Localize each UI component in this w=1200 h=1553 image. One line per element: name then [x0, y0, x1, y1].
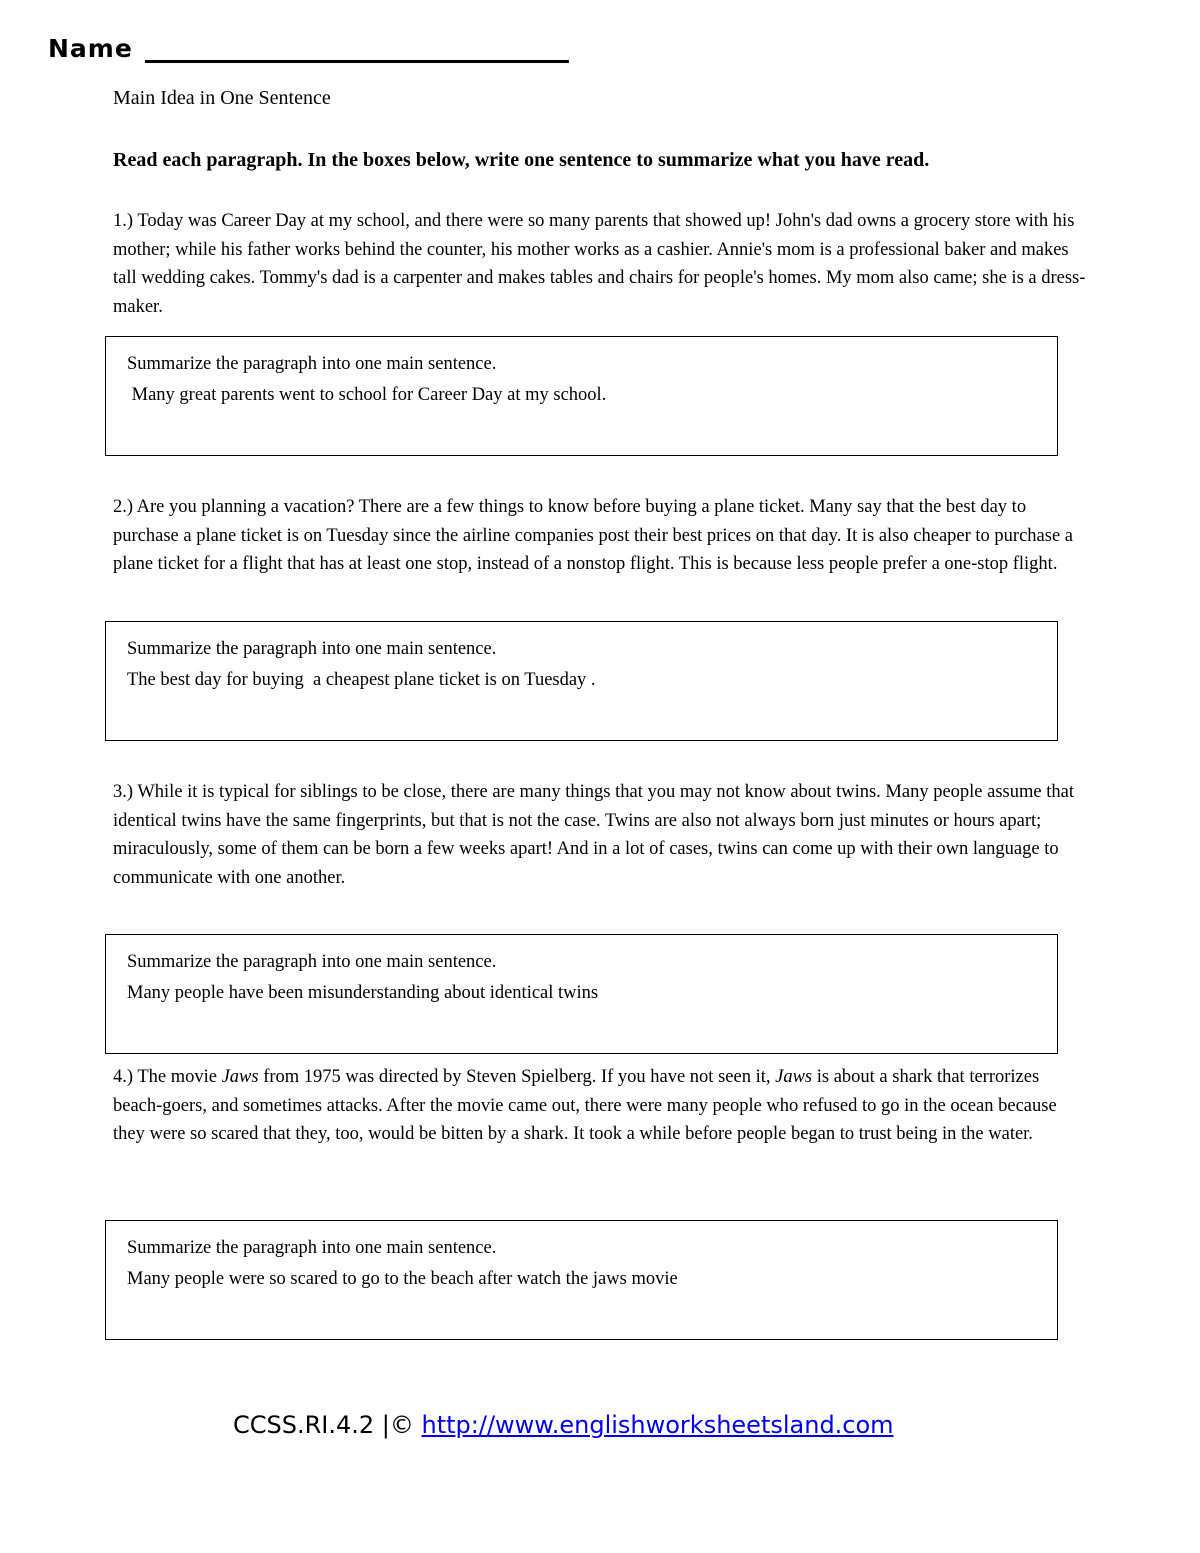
passage-4-prefix: 4.) The movie [113, 1067, 222, 1087]
footer-website-link[interactable]: http://www.englishworksheetsland.com [421, 1411, 894, 1439]
summary-prompt-2: Summarize the paragraph into one main sentence. [127, 639, 497, 659]
summary-answer-2[interactable]: The best day for buying a cheapest plane ticket is on Tuesday . [127, 670, 596, 690]
summary-prompt-3: Summarize the paragraph into one main sentence. [127, 952, 497, 972]
name-field-row [48, 30, 569, 63]
footer-credit [233, 1411, 894, 1439]
passage-3: 3.) While it is typical for siblings to be close, there are many things that you may not know about twins. Many people assume that identical twins have the same fingerprints, but that is not the case. Twins are also not always born just minutes or hours apart; miraculously, some of them can be born a few weeks apart! And in a lot of cases, twins can come up with their own language to communicate with one another. [113, 782, 1074, 889]
summary-box-2[interactable] [105, 621, 1058, 741]
passage-4-movie-title-1: Jaws [221, 1067, 259, 1087]
name-label: Name [48, 34, 133, 63]
footer-standard: CCSS.RI.4.2 |© [233, 1411, 422, 1439]
worksheet-instructions: Read each paragraph. In the boxes below, write one sentence to summarize what you have read. [113, 149, 930, 171]
summary-answer-3[interactable]: Many people have been misunderstanding about identical twins [127, 983, 599, 1003]
passage-4 [113, 1063, 1088, 1149]
summary-prompt-1: Summarize the paragraph into one main sentence. [127, 354, 497, 374]
name-blank-line[interactable] [145, 30, 569, 63]
passage-4-suffix: is about a shark that terrorizes beach-goers, and sometimes attacks. After the movie came out, there were many people who refused to go in the ocean because they were so scared that they, too, would be bitten by a shark. It took a while before people began to trust being in the water. [113, 1067, 1057, 1145]
passage-2: 2.) Are you planning a vacation? There are a few things to know before buying a plane ticket. Many say that the best day to purchase a plane ticket is on Tuesday since the airline companies post their best prices on that day. It is also cheaper to purchase a plane ticket for a flight that has at least one stop, instead of a nonstop flight. This is because less people prefer a one-stop flight. [113, 497, 1073, 575]
passage-1: 1.) Today was Career Day at my school, and there were so many parents that showed up! John's dad owns a grocery store with his mother; while his father works behind the counter, his mother works as a cashier. Annie's mom is a professional baker and makes tall wedding cakes. Tommy's dad is a carpenter and makes tables and chairs for people's homes. My mom also came; she is a dress-maker. [113, 211, 1086, 318]
summary-prompt-4: Summarize the paragraph into one main sentence. [127, 1238, 497, 1258]
passage-4-movie-title-2: Jaws [775, 1067, 813, 1087]
passage-4-middle: from 1975 was directed by Steven Spielberg. If you have not seen it, [258, 1067, 776, 1087]
worksheet-title: Main Idea in One Sentence [113, 87, 331, 109]
summary-box-1[interactable] [105, 336, 1058, 456]
summary-answer-1[interactable]: Many great parents went to school for Career Day at my school. [127, 385, 607, 405]
summary-box-4[interactable] [105, 1220, 1058, 1340]
summary-answer-4[interactable]: Many people were so scared to go to the beach after watch the jaws movie [127, 1269, 678, 1289]
summary-box-3[interactable] [105, 934, 1058, 1054]
